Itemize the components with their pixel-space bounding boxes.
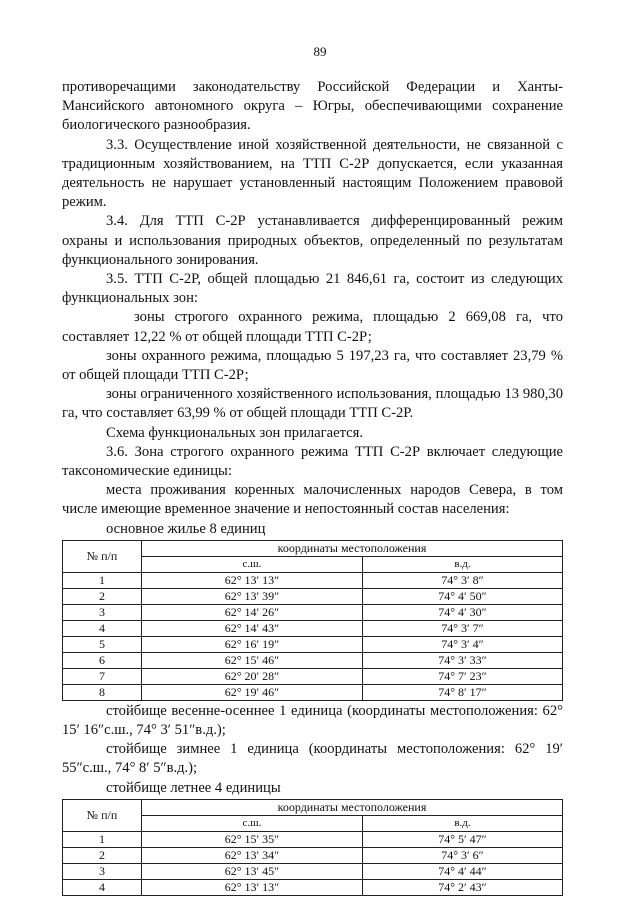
paragraph: Схема функциональных зон прилагается. [106, 424, 363, 441]
paragraph: противоречащими законодательству Российской Федерации и Ханты-Мансийского автономного округа – Югры, обеспечивающими сохранение биологического разнообразия. [62, 79, 563, 134]
body-paragraphs [62, 78, 563, 520]
latitude-cell: 62° 14′ 43″ [142, 620, 363, 636]
paragraph: 3.6. Зона строгого охранного режима ТТП С-2Р включает следующие таксономические единицы: [62, 443, 563, 480]
longitude-cell: 74° 3′ 33″ [362, 652, 562, 668]
table-row [63, 879, 563, 895]
col-coords-header: координаты местоположения [142, 799, 563, 815]
table-row [63, 588, 563, 604]
table2-body [63, 831, 563, 895]
table-dwellings [62, 540, 563, 701]
table-row [63, 572, 563, 588]
row-number: 7 [63, 668, 142, 684]
table-row [63, 604, 563, 620]
latitude-cell: 62° 15′ 46″ [142, 652, 363, 668]
latitude-cell: 62° 13′ 39″ [142, 588, 363, 604]
latitude-cell: 62° 14′ 26″ [142, 604, 363, 620]
longitude-cell: 74° 3′ 8″ [362, 572, 562, 588]
row-number: 4 [63, 879, 142, 895]
table-row [63, 652, 563, 668]
longitude-cell: 74° 3′ 7″ [362, 620, 562, 636]
row-number: 4 [63, 620, 142, 636]
longitude-cell: 74° 3′ 4″ [362, 636, 562, 652]
longitude-cell: 74° 4′ 50″ [362, 588, 562, 604]
row-number: 2 [63, 847, 142, 863]
longitude-cell: 74° 5′ 47″ [362, 831, 562, 847]
longitude-cell: 74° 3′ 6″ [362, 847, 562, 863]
latitude-cell: 62° 13′ 13″ [142, 572, 363, 588]
col-coords-header: координаты местоположения [142, 540, 563, 556]
col-lat-header: с.ш. [142, 556, 363, 572]
table-row [63, 668, 563, 684]
page-number: 89 [313, 44, 327, 59]
table-row [63, 636, 563, 652]
latitude-cell: 62° 20′ 28″ [142, 668, 363, 684]
row-number: 2 [63, 588, 142, 604]
latitude-cell: 62° 13′ 13″ [142, 879, 363, 895]
paragraph: зоны ограниченного хозяйственного использования, площадью 13 980,30 га, что составляет 63,99 % от общей площади ТТП С-2Р. [62, 386, 563, 422]
longitude-cell: 74° 4′ 44″ [362, 863, 562, 879]
table-row [63, 863, 563, 879]
paragraph: стойбище зимнее 1 единица (координаты местоположения: 62° 19′ 55″с.ш., 74° 8′ 5″в.д.); [62, 741, 563, 777]
paragraph: зоны строгого охранного режима, площадью 2 669,08 га, что составляет 12,22 % от общей площади ТТП С-2Р; [62, 309, 563, 345]
table-row [63, 847, 563, 863]
row-number: 1 [63, 831, 142, 847]
latitude-cell: 62° 19′ 46″ [142, 684, 363, 700]
row-number: 6 [63, 652, 142, 668]
table1-caption: основное жилье 8 единиц [106, 520, 266, 537]
table-row [63, 831, 563, 847]
col-number-header: № п/п [63, 540, 142, 572]
longitude-cell: 74° 7′ 23″ [362, 668, 562, 684]
table-summer-camps [62, 799, 563, 896]
row-number: 5 [63, 636, 142, 652]
paragraph: 3.4. Для ТТП С-2Р устанавливается дифференцированный режим охраны и использования природных объектов, определенный по результатам функционального зонирования. [62, 213, 563, 268]
col-lon-header: в.д. [362, 556, 562, 572]
paragraph: зоны охранного режима, площадью 5 197,23 га, что составляет 23,79 % от общей площади ТТП С-2Р; [62, 347, 563, 384]
paragraph: стойбище весенне-осеннее 1 единица (координаты местоположения: 62° 15′ 16″с.ш., 74° 3′ 51″в.д.); [62, 702, 563, 739]
paragraph: места проживания коренных малочисленных народов Севера, в том числе имеющие временное значение и непостоянный состав населения: [62, 482, 563, 518]
row-number: 1 [63, 572, 142, 588]
col-lon-header: в.д. [362, 815, 562, 831]
row-number: 8 [63, 684, 142, 700]
latitude-cell: 62° 13′ 45″ [142, 863, 363, 879]
latitude-cell: 62° 16′ 19″ [142, 636, 363, 652]
table-row [63, 620, 563, 636]
col-lat-header: с.ш. [142, 815, 363, 831]
page-content [62, 78, 563, 897]
mid-paragraphs [62, 702, 563, 779]
paragraph: 3.5. ТТП С-2Р, общей площадью 21 846,61 га, состоит из следующих функциональных зон: [62, 271, 563, 307]
col-number-header: № п/п [63, 799, 142, 831]
latitude-cell: 62° 15′ 35″ [142, 831, 363, 847]
table2-caption: стойбище летнее 4 единицы [106, 779, 281, 796]
paragraph: 3.3. Осуществление иной хозяйственной деятельности, не связанной с традиционным хозяйствованием, на ТТП С-2Р допускается, если указанная деятельность не нарушает установленный настоящим Положением правовой режим. [62, 136, 563, 211]
longitude-cell: 74° 2′ 43″ [362, 879, 562, 895]
longitude-cell: 74° 8′ 17″ [362, 684, 562, 700]
table1-body [63, 572, 563, 700]
table-row [63, 684, 563, 700]
row-number: 3 [63, 604, 142, 620]
row-number: 3 [63, 863, 142, 879]
longitude-cell: 74° 4′ 30″ [362, 604, 562, 620]
latitude-cell: 62° 13′ 34″ [142, 847, 363, 863]
